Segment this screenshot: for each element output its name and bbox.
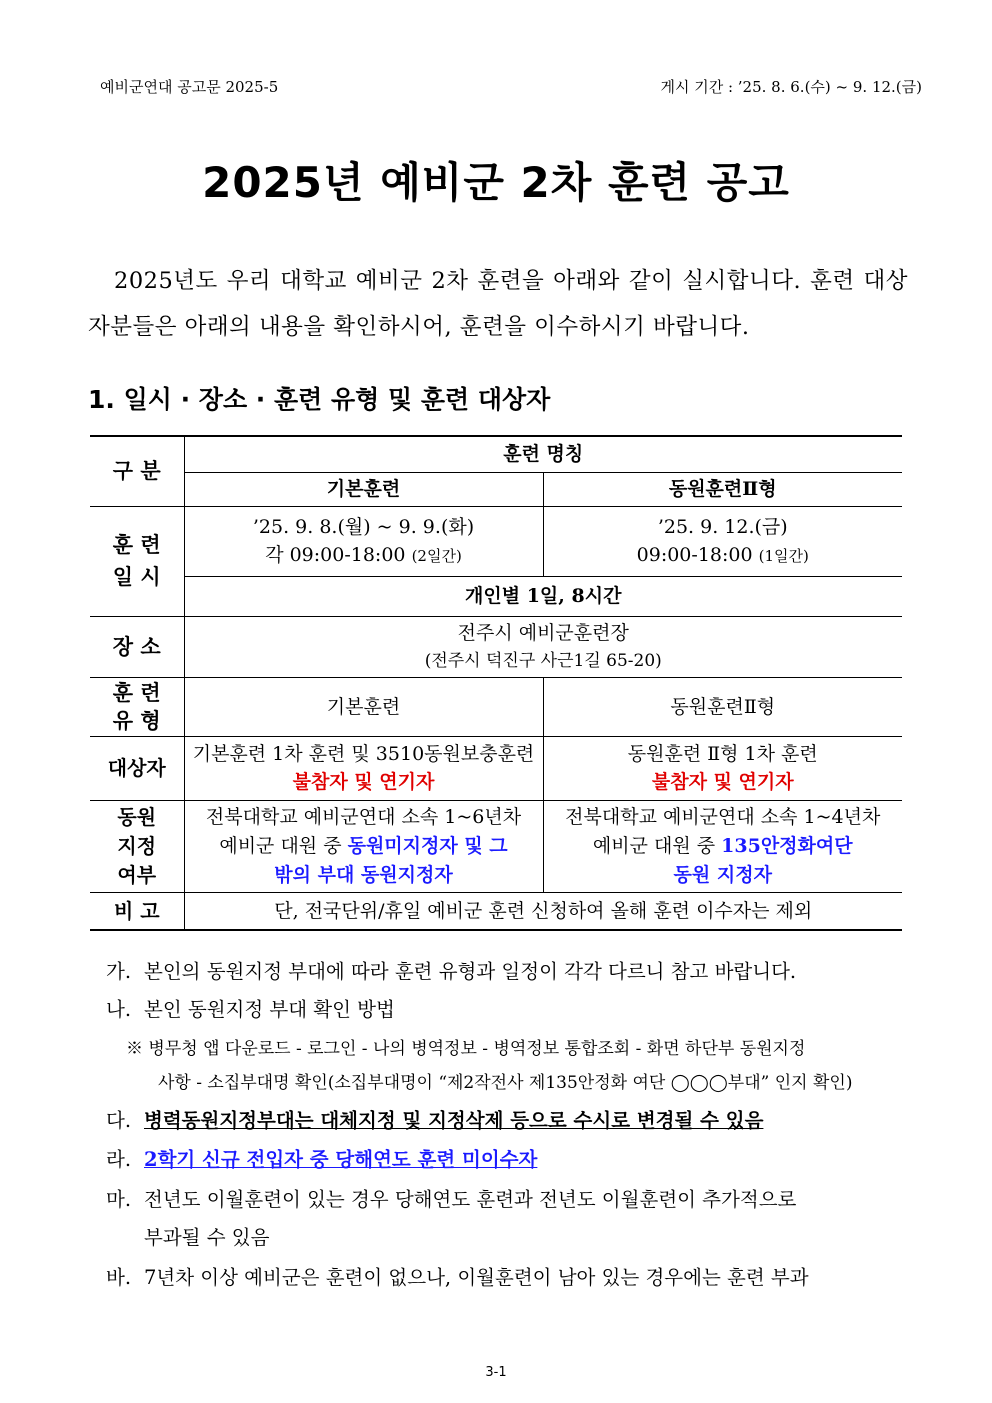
note-ga: 가. 본인의 동원지정 부대에 따라 훈련 유형과 일정이 각각 다르니 참고 바랍니다. bbox=[106, 960, 797, 983]
date-label: 훈 련 일 시 bbox=[90, 506, 184, 616]
col-mob-header: 동원훈련Ⅱ형 bbox=[543, 472, 902, 506]
note-reference-1: ※ 병무청 앱 다운로드 - 로그인 - 나의 병역정보 - 병역정보 통합조회 - 화면 하단부 동원지정 bbox=[126, 1039, 806, 1059]
note-ma-continued: 부과될 수 있음 bbox=[144, 1226, 270, 1249]
note-da: 다. 병력동원지정부대는 대체지정 및 지정삭제 등으로 수시로 변경될 수 있음 bbox=[106, 1109, 764, 1132]
header-posting-period: 게시 기간 : ’25. 8. 6.(수) ~ 9. 12.(금) bbox=[660, 78, 922, 96]
target-basic-cell: 기본훈련 1차 훈련 및 3510동원보충훈련 불참자 및 연기자 bbox=[184, 736, 543, 800]
basic-date-cell: ’25. 9. 8.(월) ~ 9. 9.(화) 각 09:00-18:00 (2일간) bbox=[184, 506, 543, 576]
place-cell: 전주시 예비군훈련장 (전주시 덕진구 사근1길 65-20) bbox=[184, 616, 902, 677]
note-ma: 마. 전년도 이월훈련이 있는 경우 당해연도 훈련과 전년도 이월훈련이 추가적으로 bbox=[106, 1188, 797, 1211]
type-label: 훈 련 유 형 bbox=[90, 677, 184, 736]
training-name-header: 훈련 명칭 bbox=[184, 436, 902, 472]
gubun-header: 구 분 bbox=[90, 436, 184, 506]
remark-cell: 단, 전국단위/휴일 예비군 훈련 신청하여 올해 훈련 이수자는 제외 bbox=[184, 892, 902, 930]
type-mob-cell: 동원훈련Ⅱ형 bbox=[543, 677, 902, 736]
target-mob-cell: 동원훈련 Ⅱ형 1차 훈련 불참자 및 연기자 bbox=[543, 736, 902, 800]
type-basic-cell: 기본훈련 bbox=[184, 677, 543, 736]
col-basic-header: 기본훈련 bbox=[184, 472, 543, 506]
mob-mob-cell: 전북대학교 예비군연대 소속 1~4년차 예비군 대원 중 135안정화여단 동원 지정자 bbox=[543, 800, 902, 892]
note-na: 나. 본인 동원지정 부대 확인 방법 bbox=[106, 998, 395, 1021]
per-person-hours: 개인별 1일, 8시간 bbox=[184, 576, 902, 616]
note-ra: 라. 2학기 신규 전입자 중 당해연도 훈련 미이수자 bbox=[106, 1148, 538, 1171]
note-ba: 바. 7년차 이상 예비군은 훈련이 없으나, 이월훈련이 남아 있는 경우에는 훈련 부과 bbox=[106, 1266, 809, 1289]
mob-date-cell: ’25. 9. 12.(금) 09:00-18:00 (1일간) bbox=[543, 506, 902, 576]
schedule-table bbox=[90, 435, 902, 931]
place-label: 장 소 bbox=[90, 616, 184, 677]
intro-paragraph: 2025년도 우리 대학교 예비군 2차 훈련을 아래와 같이 실시합니다. 훈련 대상자분들은 아래의 내용을 확인하시어, 훈련을 이수하시기 바랍니다. bbox=[88, 268, 908, 340]
header-doc-number: 예비군연대 공고문 2025-5 bbox=[100, 78, 279, 96]
section-title: 1. 일시 · 장소 · 훈련 유형 및 훈련 대상자 bbox=[88, 385, 551, 414]
note-reference-2: 사항 - 소집부대명 확인(소집부대명이 “제2작전사 제135안정화 여단 ◯◯◯부대” 인지 확인) bbox=[158, 1073, 853, 1093]
page-number: 3-1 bbox=[485, 1365, 507, 1380]
mob-designation-label: 동원 지정 여부 bbox=[90, 800, 184, 892]
remark-label: 비 고 bbox=[90, 892, 184, 930]
target-label: 대상자 bbox=[90, 736, 184, 800]
page-title: 2025년 예비군 2차 훈련 공고 bbox=[202, 158, 790, 207]
mob-basic-cell: 전북대학교 예비군연대 소속 1~6년차 예비군 대원 중 동원미지정자 및 그 밖의 부대 동원지정자 bbox=[184, 800, 543, 892]
